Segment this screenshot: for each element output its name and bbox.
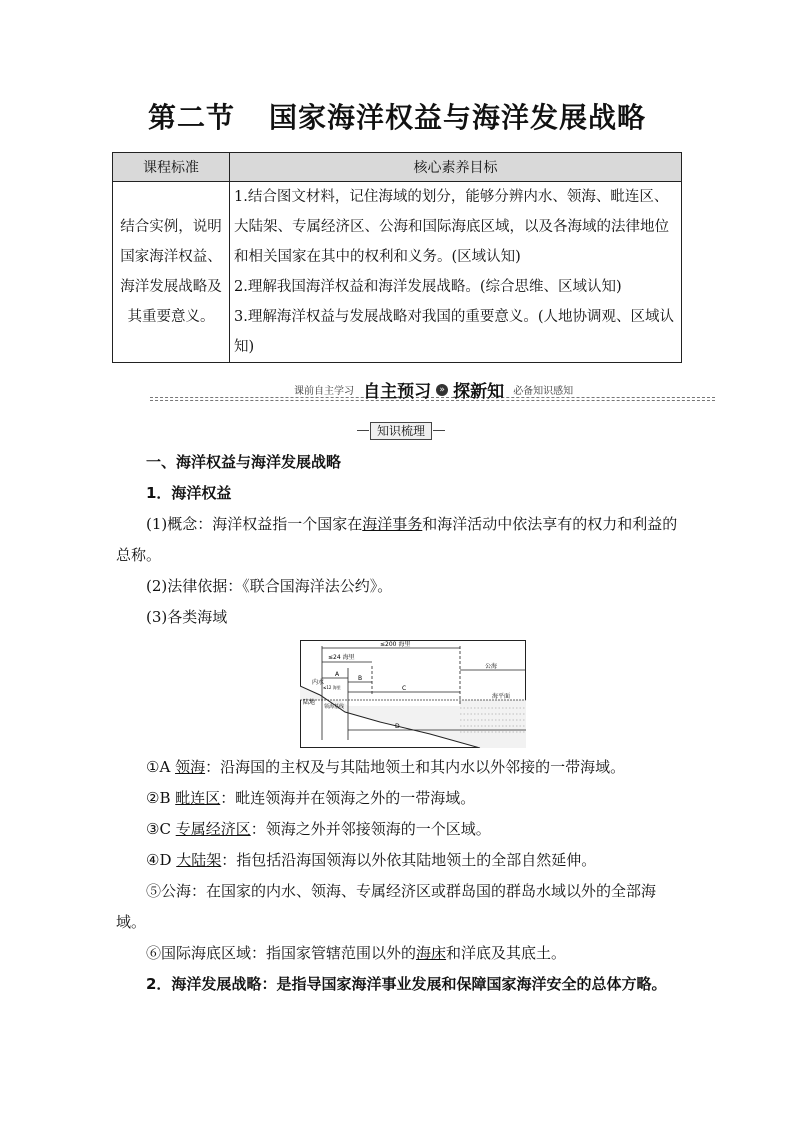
- underlined-term: 毗连区: [175, 789, 221, 807]
- list-item: ②B 毗连区：毗连领海并在领海之外的一带海域。: [146, 789, 476, 807]
- table-header-right: 核心素养目标: [230, 153, 682, 182]
- strategy-heading: 2．海洋发展战略：: [146, 975, 277, 993]
- sea-types-heading: (3)各类海域: [146, 608, 228, 626]
- label-land: 陆地: [303, 699, 316, 706]
- sea-zones-diagram: [300, 640, 526, 748]
- table-cell-goals: [230, 182, 682, 363]
- goal-item: 2.理解我国海洋权益和海洋发展战略。(综合思维、区域认知): [234, 279, 622, 295]
- content-bottom: [116, 752, 681, 1000]
- heading-1: 一、海洋权益与海洋发展战略: [146, 453, 342, 471]
- arrow-icon: »: [436, 384, 448, 396]
- table-cell-standard: 结合实例，说明国家海洋权益、海洋发展战略及其重要意义。: [113, 182, 230, 363]
- banner-right-text: 必备知识感知: [513, 386, 574, 397]
- underlined-term: 大陆架: [176, 851, 222, 869]
- label-24nm: ≤24 海里: [328, 654, 355, 661]
- label-12nm: ≤12 海里: [323, 685, 341, 690]
- list-item: ①A 领海：沿海国的主权及与其陆地领土和其内水以外邻接的一带海域。: [146, 758, 626, 776]
- strategy-text: 是指导国家海洋事业发展和保障国家海洋安全的总体方略。: [276, 975, 667, 993]
- goal-item: 3.理解海洋权益与发展战略对我国的重要意义。(人地协调观、区域认知): [234, 309, 674, 355]
- underlined-term: 海床: [416, 944, 447, 962]
- label-baseline: 领海基线: [324, 704, 345, 710]
- table-header-left: 课程标准: [113, 153, 230, 182]
- standards-table: [112, 152, 682, 363]
- concept-paragraph: (1)概念：海洋权益指一个国家在海洋事务和海洋活动中依法享有的权力和利益的总称。: [116, 515, 678, 564]
- list-item: ③C 专属经济区：领海之外并邻接领海的一个区域。: [146, 820, 491, 838]
- legal-basis: (2)法律依据：《联合国海洋法公约》。: [146, 577, 393, 595]
- goal-item: 1.结合图文材料，记住海域的划分，能够分辨内水、领海、毗连区、大陆架、专属经济区、公海和国际海底区域，以及各海域的法律地位和相关国家在其中的权利和义务。(区域认知): [234, 189, 669, 265]
- label-inner-water: 内水: [312, 679, 325, 686]
- label-sea-level: 海平面: [492, 693, 511, 700]
- label-A: A: [335, 671, 340, 678]
- label-B: B: [358, 675, 363, 682]
- underlined-term: 海洋事务: [362, 515, 423, 533]
- section-banner: [150, 377, 715, 405]
- title-text: 国家海洋权益与海洋发展战略: [269, 101, 647, 134]
- heading-1-1: 1．海洋权益: [146, 484, 232, 502]
- strategy-paragraph: [116, 969, 681, 1000]
- underlined-term: 专属经济区: [175, 820, 251, 838]
- page-title: [0, 96, 794, 136]
- label-high-seas: 公海: [485, 663, 498, 670]
- label-200nm: ≤200 海里: [380, 641, 411, 648]
- banner-main-b: 探新知: [453, 382, 505, 402]
- list-item: ④D 大陆架：指包括沿海国领海以外依其陆地领土的全部自然延伸。: [146, 851, 597, 869]
- seabed-item: ⑥国际海底区域：指国家管辖范围以外的海床和洋底及其底土。: [146, 944, 567, 962]
- content-top: [116, 447, 681, 633]
- title-section: 第二节: [147, 101, 235, 134]
- high-seas-item: ⑤公海：在国家的内水、领海、专属经济区或群岛国的群岛水域以外的全部海域。: [116, 882, 657, 931]
- label-C: C: [402, 685, 407, 692]
- section-tag: 知识梳理: [370, 422, 432, 440]
- banner-main-a: 自主预习: [363, 382, 432, 402]
- underlined-term: 领海: [175, 758, 206, 776]
- label-D: D: [395, 723, 400, 730]
- banner-left-text: 课前自主学习: [294, 386, 354, 397]
